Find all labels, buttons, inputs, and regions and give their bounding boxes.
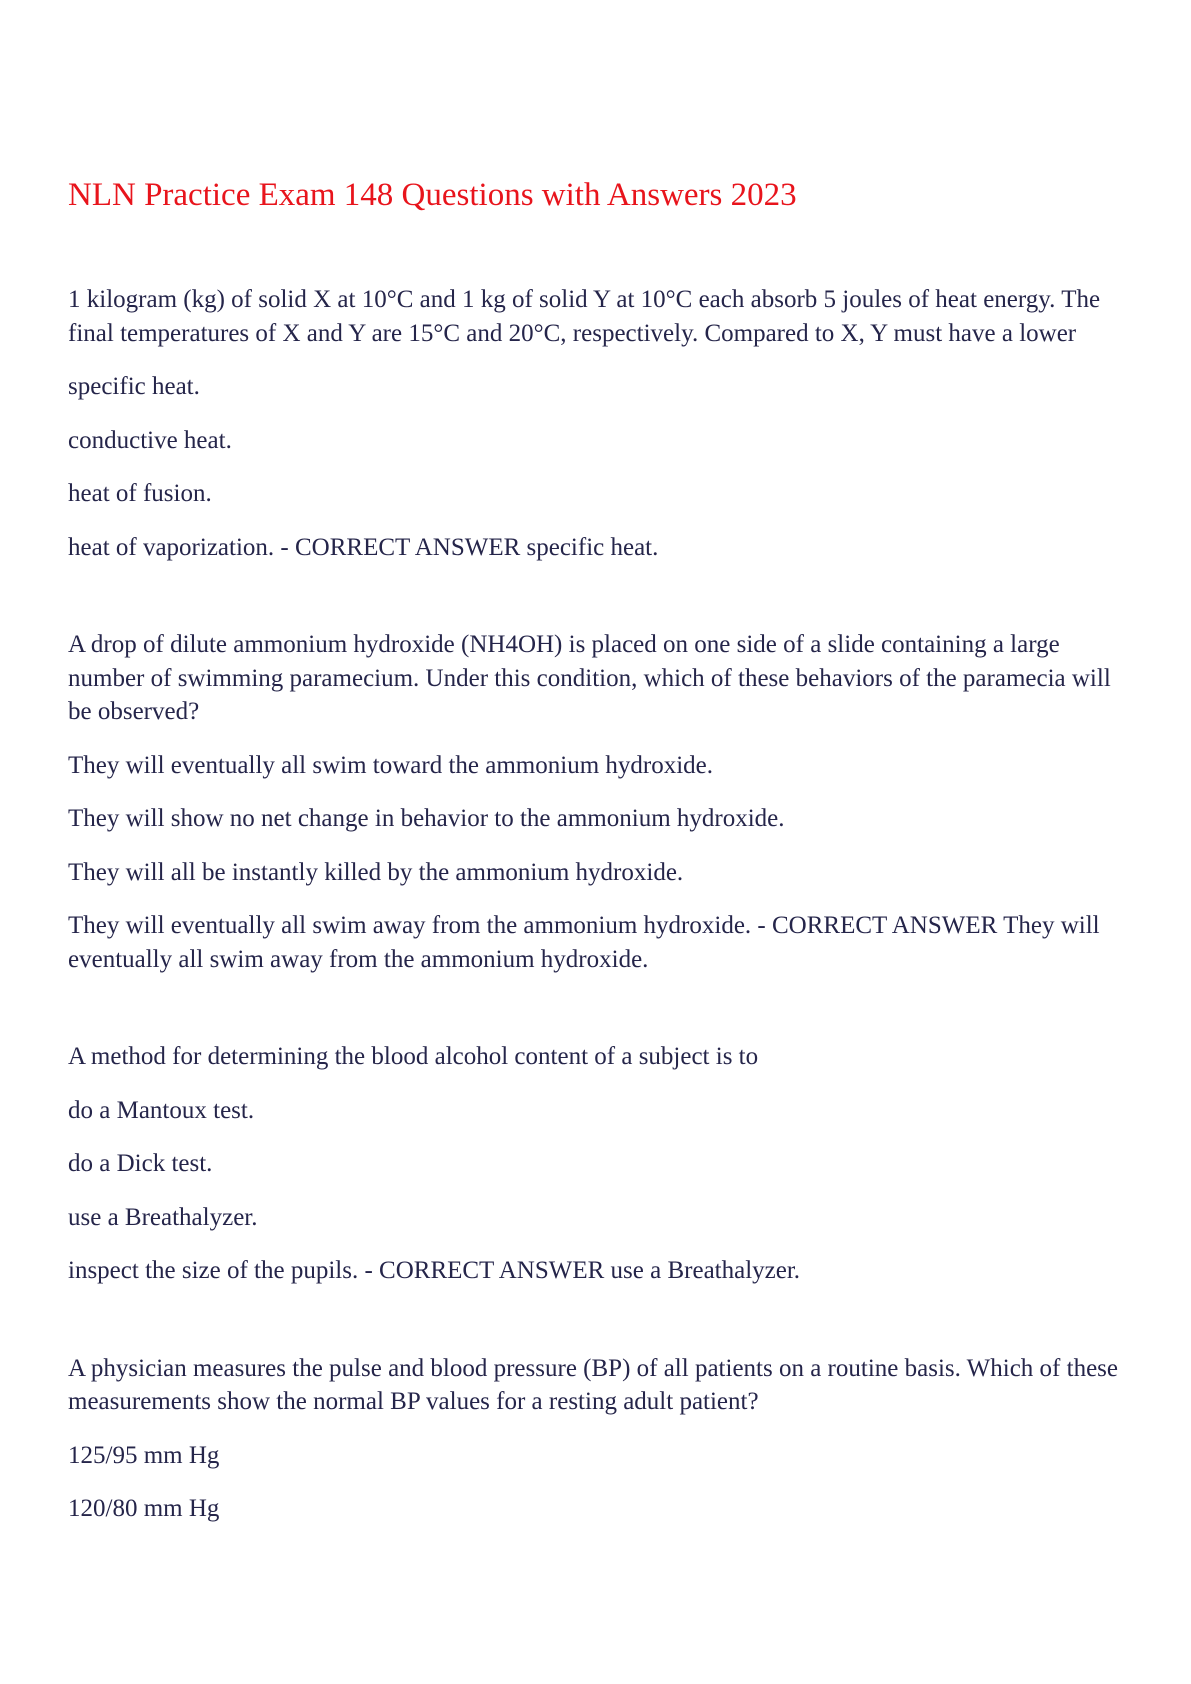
answer-option-with-correct-answer: heat of vaporization. - CORRECT ANSWER specific heat. bbox=[68, 533, 659, 561]
answer-option-with-correct-answer: They will eventually all swim away from the ammonium hydroxide. - CORRECT ANSWER They will eventually all swim away from the ammonium hydroxide. bbox=[68, 912, 1100, 973]
answer-option: 125/95 mm Hg bbox=[68, 1441, 220, 1469]
document-title: NLN Practice Exam 148 Questions with Answers 2023 bbox=[68, 177, 797, 213]
question-list bbox=[68, 283, 1126, 1526]
answer-option: They will show no net change in behavior to the ammonium hydroxide. bbox=[68, 805, 785, 832]
answer-option: do a Mantoux test. bbox=[68, 1096, 255, 1124]
question-spacer bbox=[68, 564, 1126, 628]
answer-option: They will all be instantly killed by the ammonium hydroxide. bbox=[68, 858, 684, 886]
answer-option-with-correct-answer: inspect the size of the pupils. - CORRECT ANSWER use a Breathalyzer. bbox=[68, 1257, 801, 1284]
question-stem: 1 kilogram (kg) of solid X at 10°C and 1 kg of solid Y at 10°C each absorb 5 joules of heat energy. The final temperatures of X and Y are 15°C and 20°C, respectively. Compared to X, Y must have a lower bbox=[68, 286, 1101, 347]
question-2 bbox=[68, 628, 1126, 976]
answer-option: use a Breathalyzer. bbox=[68, 1203, 258, 1231]
question-spacer bbox=[68, 976, 1126, 1040]
question-stem: A drop of dilute ammonium hydroxide (NH4OH) is placed on one side of a slide containing a large number of swimming paramecium. Under this condition, which of these behaviors of the paramecia will be observed? bbox=[68, 631, 1111, 725]
question-stem: A method for determining the blood alcohol content of a subject is to bbox=[68, 1043, 759, 1070]
answer-option: conductive heat. bbox=[68, 426, 232, 454]
question-3 bbox=[68, 1040, 1126, 1288]
question-spacer bbox=[68, 1288, 1126, 1352]
question-stem: A physician measures the pulse and blood pressure (BP) of all patients on a routine basis. Which of these measurements show the normal BP values for a resting adult patient? bbox=[68, 1354, 1118, 1415]
answer-option: do a Dick test. bbox=[68, 1150, 213, 1177]
answer-option: heat of fusion. bbox=[68, 480, 212, 507]
question-1 bbox=[68, 283, 1126, 564]
answer-option: They will eventually all swim toward the ammonium hydroxide. bbox=[68, 751, 714, 779]
answer-option: specific heat. bbox=[68, 373, 200, 400]
question-4 bbox=[68, 1352, 1126, 1526]
answer-option: 120/80 mm Hg bbox=[68, 1495, 220, 1522]
